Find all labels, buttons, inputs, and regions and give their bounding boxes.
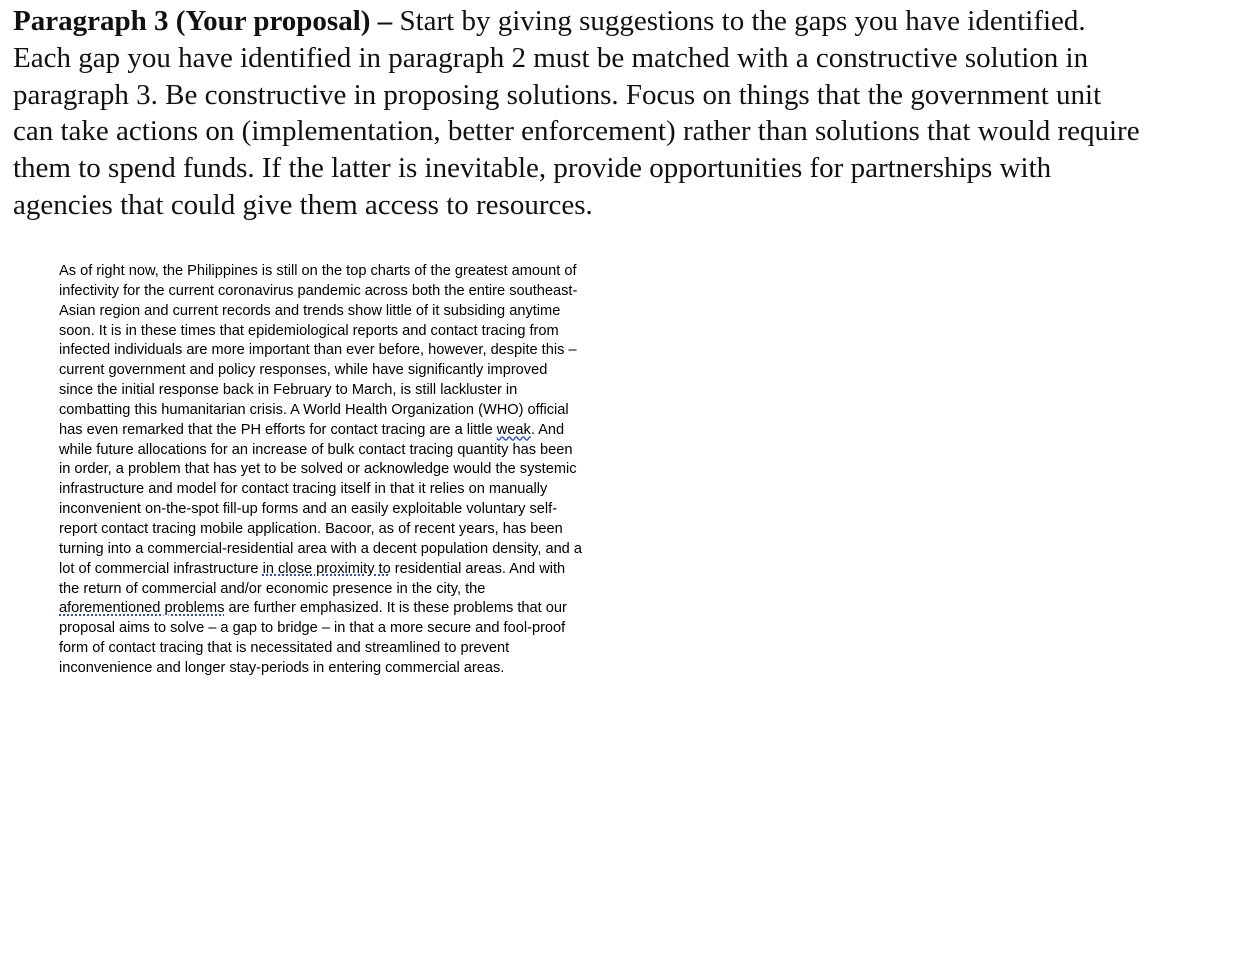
paragraph-line: current government and policy responses, while have significantly improved	[59, 362, 548, 379]
paragraph-line: soon. It is in these times that epidemiological reports and contact tracing from	[59, 322, 559, 339]
paragraph-line: combatting this humanitarian crisis. A World Health Organization (WHO) official	[59, 401, 569, 418]
instructions-paragraph	[13, 3, 1260, 224]
grammar-flag-aforementioned-problems[interactable]: aforementioned problems	[59, 600, 225, 617]
instructions-line-1-text: Start by giving suggestions to the gaps you have identified.	[392, 5, 1086, 37]
paragraph-line: infrastructure and model for contact tracing itself in that it relies on manually	[59, 481, 548, 498]
spelling-flag-weak[interactable]: weak	[496, 421, 531, 438]
paragraph-text: residential areas. And with	[390, 560, 566, 577]
paragraph-line: the return of commercial and/or economic presence in the city, the	[59, 580, 486, 597]
paragraph-text: are further emphasized. It is these problems that our	[224, 600, 567, 617]
paragraph-line	[59, 560, 689, 580]
grammar-flag-in-close-proximity[interactable]: in close proximity to	[262, 560, 391, 577]
paragraph-text: . And	[530, 421, 565, 438]
paragraph-line: form of contact tracing that is necessitated and streamlined to prevent	[59, 640, 510, 657]
paragraph-text: lot of commercial infrastructure	[59, 560, 263, 577]
paragraph-line: report contact tracing mobile application. Bacoor, as of recent years, has been	[59, 520, 563, 537]
paragraph-line: inconvenient on-the-spot fill-up forms and an easily exploitable voluntary self-	[59, 501, 558, 518]
instructions-line-2: Each gap you have identified in paragraph 2 must be matched with a constructive solution in	[13, 41, 1089, 74]
paragraph-line: infected individuals are more important than ever before, however, despite this –	[59, 342, 577, 359]
paragraph-line: Asian region and current records and trends show little of it subsiding anytime	[59, 302, 561, 319]
instructions-line-5: them to spend funds. If the latter is inevitable, provide opportunities for partnerships with	[13, 152, 1052, 185]
proposal-paragraph	[59, 262, 689, 679]
instructions-line-3: paragraph 3. Be constructive in proposing solutions. Focus on things that the government unit	[13, 78, 1102, 111]
paragraph-line: since the initial response back in February to March, is still lackluster in	[59, 382, 518, 399]
instructions-lead: Paragraph 3 (Your proposal) –	[13, 5, 393, 37]
paragraph-line	[59, 421, 689, 441]
instructions-line-1	[13, 3, 1260, 40]
paragraph-text: has even remarked that the PH efforts for contact tracing are a little	[59, 421, 497, 438]
paragraph-line: inconvenience and longer stay-periods in entering commercial areas.	[59, 659, 505, 676]
paragraph-line: while future allocations for an increase of bulk contact tracing quantity has been	[59, 441, 573, 458]
instructions-line-4: can take actions on (implementation, better enforcement) rather than solutions that would require	[13, 115, 1140, 148]
paragraph-line: As of right now, the Philippines is still on the top charts of the greatest amount of	[59, 263, 577, 279]
paragraph-line	[59, 599, 689, 619]
paragraph-line: turning into a commercial-residential area with a decent population density, and a	[59, 540, 582, 557]
paragraph-line: in order, a problem that has yet to be solved or acknowledge would the systemic	[59, 461, 577, 478]
paragraph-line: infectivity for the current coronavirus pandemic across both the entire southeast-	[59, 282, 578, 299]
instructions-line-6: agencies that could give them access to resources.	[13, 188, 593, 221]
paragraph-line: proposal aims to solve – a gap to bridge – in that a more secure and fool-proof	[59, 620, 566, 637]
